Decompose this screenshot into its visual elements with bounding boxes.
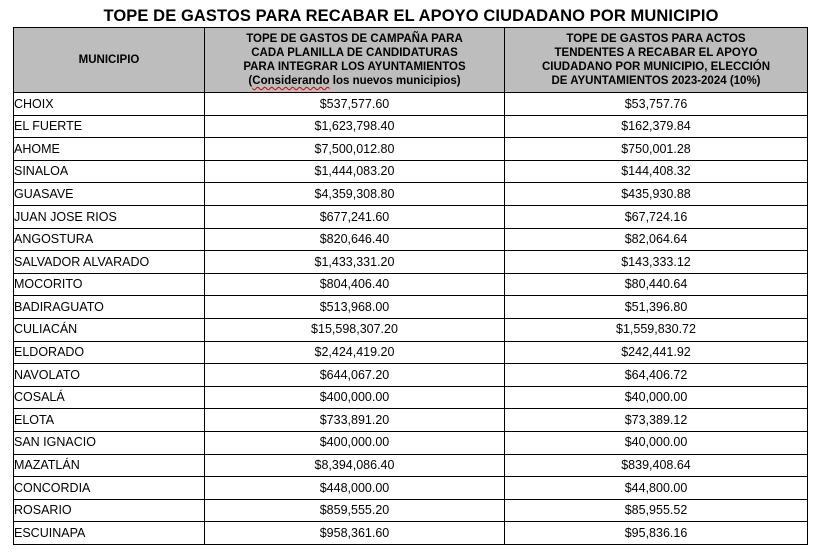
page-title: TOPE DE GASTOS PARA RECABAR EL APOYO CIUDADANO POR MUNICIPIO [103,7,719,25]
tope-campana-cell: $1,623,798.40 [205,115,505,138]
tope-apoyo-cell: $144,408.32 [505,160,808,183]
table-row [14,386,808,409]
tope-apoyo-cell: $67,724.16 [505,205,808,228]
tope-apoyo-cell: $95,836.16 [505,522,808,545]
tope-apoyo-cell: $51,396.80 [505,296,808,319]
tope-apoyo-cell: $53,757.76 [505,93,808,116]
gastos-table [13,27,808,545]
table-row [14,115,808,138]
header-tope-apoyo [505,28,808,93]
municipio-cell: BADIRAGUATO [14,296,205,319]
municipio-cell: AHOME [14,138,205,161]
header-tope-apoyo-line: CIUDADANO POR MUNICIPIO, ELECCIÓN [541,61,771,73]
municipio-cell: ROSARIO [14,499,205,522]
tope-apoyo-cell: $242,441.92 [505,341,808,364]
table-row [14,160,808,183]
spellcheck-underlined-word: Considerando [252,75,330,87]
tope-apoyo-cell: $40,000.00 [505,431,808,454]
table-row [14,341,808,364]
tope-campana-cell: $859,555.20 [205,499,505,522]
municipio-cell: CONCORDIA [14,477,205,500]
municipio-cell: GUASAVE [14,183,205,206]
header-tope-apoyo-line: TENDENTES A RECABAR EL APOYO [554,47,758,59]
tope-campana-cell: $4,359,308.80 [205,183,505,206]
table-row [14,318,808,341]
table-header [14,28,808,93]
table-row [14,364,808,387]
header-tope-campana-line: TOPE DE GASTOS DE CAMPAÑA PARA [246,33,463,45]
tope-apoyo-cell: $839,408.64 [505,454,808,477]
municipio-cell: JUAN JOSE RIOS [14,205,205,228]
header-tope-apoyo-line: DE AYUNTAMIENTOS 2023-2024 (10%) [551,75,761,87]
tope-apoyo-cell: $750,001.28 [505,138,808,161]
table-row [14,183,808,206]
header-tope-campana-note [205,74,504,88]
municipio-cell: ESCUINAPA [14,522,205,545]
tope-campana-cell: $448,000.00 [205,477,505,500]
note-open-paren: ( [248,75,253,87]
tope-campana-cell: $1,433,331.20 [205,251,505,274]
tope-apoyo-cell: $85,955.52 [505,499,808,522]
header-tope-campana-line: PARA INTEGRAR LOS AYUNTAMIENTOS [243,61,466,73]
header-tope-apoyo-line: TOPE DE GASTOS PARA ACTOS [566,33,746,45]
tope-campana-cell: $513,968.00 [205,296,505,319]
tope-campana-cell: $804,406.40 [205,273,505,296]
tope-apoyo-cell: $40,000.00 [505,386,808,409]
table-row [14,431,808,454]
tope-campana-cell: $15,598,307.20 [205,318,505,341]
tope-apoyo-cell: $44,800.00 [505,477,808,500]
tope-apoyo-cell: $73,389.12 [505,409,808,432]
municipio-cell: SINALOA [14,160,205,183]
table-row [14,296,808,319]
table-row [14,251,808,274]
tope-campana-cell: $400,000.00 [205,386,505,409]
tope-campana-cell: $958,361.60 [205,522,505,545]
municipio-cell: ELOTA [14,409,205,432]
tope-campana-cell: $537,577.60 [205,93,505,116]
tope-apoyo-cell: $64,406.72 [505,364,808,387]
table-row [14,499,808,522]
tope-apoyo-cell: $162,379.84 [505,115,808,138]
municipio-cell: CULIACÁN [14,318,205,341]
tope-campana-cell: $1,444,083.20 [205,160,505,183]
header-municipio: MUNICIPIO [14,28,205,93]
tope-campana-cell: $820,646.40 [205,228,505,251]
table-row [14,205,808,228]
table-row [14,522,808,545]
municipio-cell: ANGOSTURA [14,228,205,251]
tope-campana-cell: $733,891.20 [205,409,505,432]
tope-campana-cell: $400,000.00 [205,431,505,454]
tope-campana-cell: $2,424,419.20 [205,341,505,364]
municipio-cell: SALVADOR ALVARADO [14,251,205,274]
table-row [14,93,808,116]
tope-apoyo-cell: $82,064.64 [505,228,808,251]
tope-campana-cell: $8,394,086.40 [205,454,505,477]
table-row [14,273,808,296]
tope-apoyo-cell: $435,930.88 [505,183,808,206]
municipio-cell: NAVOLATO [14,364,205,387]
municipio-cell: CHOIX [14,93,205,116]
header-row [14,28,808,93]
municipio-cell: MOCORITO [14,273,205,296]
municipio-cell: COSALÁ [14,386,205,409]
table-row [14,138,808,161]
header-tope-campana [205,28,505,93]
table-row [14,228,808,251]
tope-campana-cell: $644,067.20 [205,364,505,387]
tope-apoyo-cell: $80,440.64 [505,273,808,296]
municipio-cell: SAN IGNACIO [14,431,205,454]
table-body [14,93,808,545]
table-row [14,477,808,500]
header-tope-campana-line: CADA PLANILLA DE CANDIDATURAS [251,47,458,59]
tope-apoyo-cell: $143,333.12 [505,251,808,274]
municipio-cell: ELDORADO [14,341,205,364]
table-row [14,454,808,477]
table-row [14,409,808,432]
municipio-cell: MAZATLÁN [14,454,205,477]
tope-campana-cell: $677,241.60 [205,205,505,228]
note-rest: los nuevos municipios) [329,75,461,87]
tope-campana-cell: $7,500,012.80 [205,138,505,161]
tope-apoyo-cell: $1,559,830.72 [505,318,808,341]
municipio-cell: EL FUERTE [14,115,205,138]
